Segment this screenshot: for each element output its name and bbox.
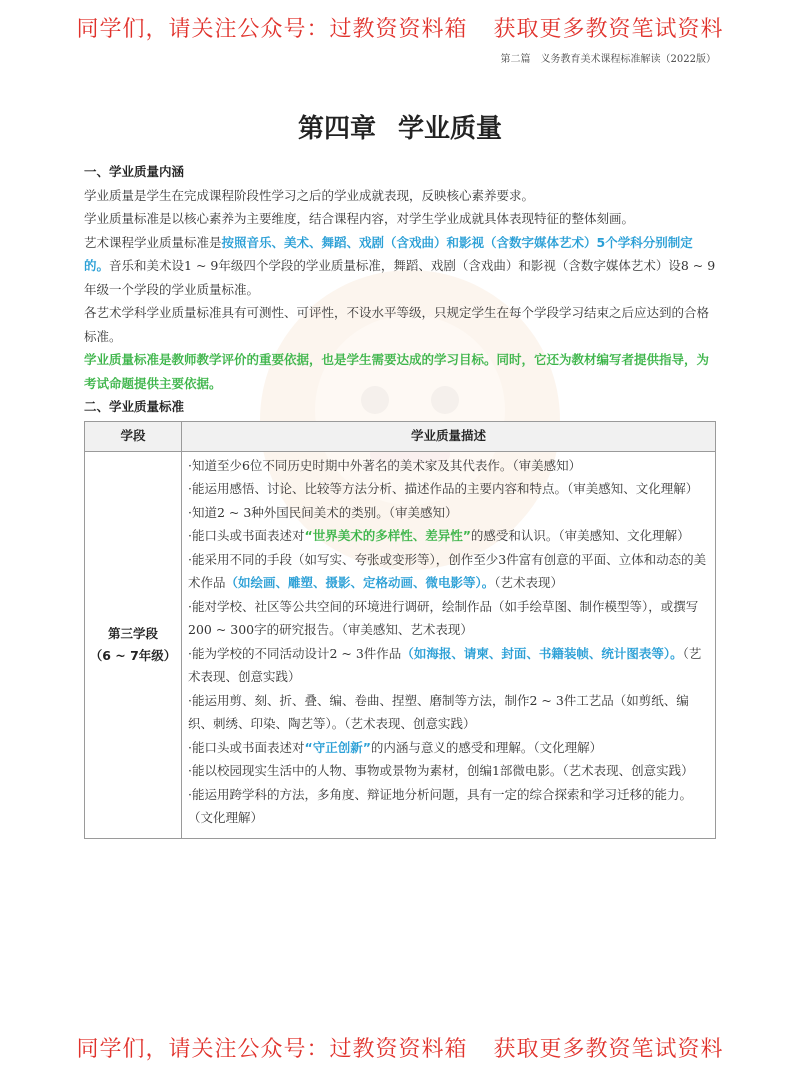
item-highlight: （如海报、请柬、封面、书籍装帧、统计图表等）。 xyxy=(401,645,683,661)
paragraph-3-highlight: 按照音乐、美术、舞蹈、戏剧（含戏曲）和影视（含数字媒体艺术）5个学科分别制定的。 xyxy=(84,234,693,273)
paragraph-4: 各艺术学科学业质量标准具有可测性、可评性，不设水平等级，只规定学生在每个学段学习结束之后应达到的合格标准。 xyxy=(84,305,710,344)
item-highlight: “世界美术的多样性、差异性” xyxy=(304,528,471,543)
table-header-row xyxy=(85,421,716,451)
item-text-rest: （艺术表现、创意实践） xyxy=(188,645,702,684)
item-text: ·能运用剪、刻、折、叠、编、卷曲、捏塑、磨制等方法，制作2 ~ 3件工艺品（如剪纸、编织、刺绣、印染、陶艺等）。（艺术表现、创意实践） xyxy=(188,692,689,731)
promo-text-right: 获取更多教资笔试资料 xyxy=(493,1037,724,1062)
table-row xyxy=(85,451,716,838)
paragraph-2: 学业质量标准是以核心素养为主要维度，结合课程内容，对学生学业成就具体表现特征的整体刻画。 xyxy=(84,211,635,226)
item-text: ·能口头或书面表述对 xyxy=(188,528,305,543)
running-header-part: 第二篇 xyxy=(500,54,531,65)
page-content xyxy=(84,160,716,839)
list-item xyxy=(188,548,709,595)
paragraph-3 xyxy=(84,231,716,302)
list-item xyxy=(188,783,709,830)
promo-text-left: 同学们，请关注公众号：过教资资料箱 xyxy=(76,17,468,42)
top-promo-banner xyxy=(0,12,800,43)
section-heading-connotation: 一、学业质量内涵 xyxy=(84,164,185,179)
promo-text-right: 获取更多教资笔试资料 xyxy=(493,17,724,42)
item-text: ·能对学校、社区等公共空间的环境进行调研，绘制作品（如手绘草图、制作模型等），或撰写200 ~ 300字的研究报告。（审美感知、艺术表现） xyxy=(188,598,699,637)
paragraph-1: 学业质量是学生在完成课程阶段性学习之后的学业成就表现，反映核心素养要求。 xyxy=(84,187,535,203)
column-header-stage: 学段 xyxy=(85,421,182,451)
description-list xyxy=(188,454,709,830)
paragraph-5-highlight: 学业质量标准是教师教学评价的重要依据，也是学生需要达成的学习目标。同时，它还为教材编写者提供指导，为考试命题提供主要依据。 xyxy=(84,352,710,391)
list-item xyxy=(188,736,709,760)
item-text: ·能为学校的不同活动设计2 ~ 3件作品 xyxy=(188,645,402,661)
list-item xyxy=(188,524,709,548)
list-item xyxy=(188,501,709,525)
chapter-title xyxy=(0,108,800,145)
stage-grades: （6 ~ 7年级） xyxy=(89,647,177,663)
item-highlight: “守正创新” xyxy=(304,739,371,755)
item-highlight: （如绘画、雕塑、摄影、定格动画、微电影等）。 xyxy=(225,575,495,590)
item-text: ·能运用跨学科的方法，多角度、辩证地分析问题，具有一定的综合探索和学习迁移的能力。（文化理解） xyxy=(188,786,692,825)
description-cell xyxy=(182,451,716,838)
stage-name: 第三学段 xyxy=(107,625,158,641)
item-text: ·能口头或书面表述对 xyxy=(188,739,305,755)
promo-text-left: 同学们，请关注公众号：过教资资料箱 xyxy=(76,1037,468,1062)
quality-standard-table xyxy=(84,421,716,839)
list-item xyxy=(188,642,709,689)
item-text-rest: 的内涵与意义的感受和理解。（文化理解） xyxy=(370,739,603,755)
list-item xyxy=(188,454,709,478)
item-text: ·能运用感悟、讨论、比较等方法分析、描述作品的主要内容和特点。（审美感知、文化理解） xyxy=(188,481,699,496)
item-text-rest: （艺术表现） xyxy=(494,575,564,590)
item-text: ·知道2 ~ 3种外国民间美术的类别。（审美感知） xyxy=(188,504,458,520)
chapter-number: 第四章 xyxy=(297,114,376,144)
section-heading-standards: 二、学业质量标准 xyxy=(84,399,185,414)
item-text: ·能以校园现实生活中的人物、事物或景物为素材，创编1部微电影。（艺术表现、创意实践） xyxy=(188,763,694,778)
list-item xyxy=(188,759,709,783)
paragraph-3-lead: 艺术课程学业质量标准是 xyxy=(84,234,222,250)
list-item xyxy=(188,477,709,501)
item-text: ·能采用不同的手段（如写实、夸张或变形等），创作至少3件富有创意的平面、立体和动态的美术作品 xyxy=(188,551,707,590)
chapter-name: 学业质量 xyxy=(398,114,503,144)
running-header xyxy=(501,50,716,65)
paragraph-3-rest: 音乐和美术设1 ~ 9年级四个学段的学业质量标准，舞蹈、戏剧（含戏曲）和影视（含数字媒体艺术）设8 ~ 9年级一个学段的学业质量标准。 xyxy=(84,258,716,297)
item-text-rest: 的感受和认识。（审美感知、文化理解） xyxy=(470,528,690,543)
item-text: ·知道至少6位不同历史时期中外著名的美术家及其代表作。（审美感知） xyxy=(188,457,582,473)
list-item xyxy=(188,595,709,642)
list-item xyxy=(188,689,709,736)
stage-cell xyxy=(85,451,182,838)
column-header-description: 学业质量描述 xyxy=(182,421,716,451)
running-header-title: 义务教育美术课程标准解读（2022版） xyxy=(540,54,716,65)
bottom-promo-banner xyxy=(0,1032,800,1063)
